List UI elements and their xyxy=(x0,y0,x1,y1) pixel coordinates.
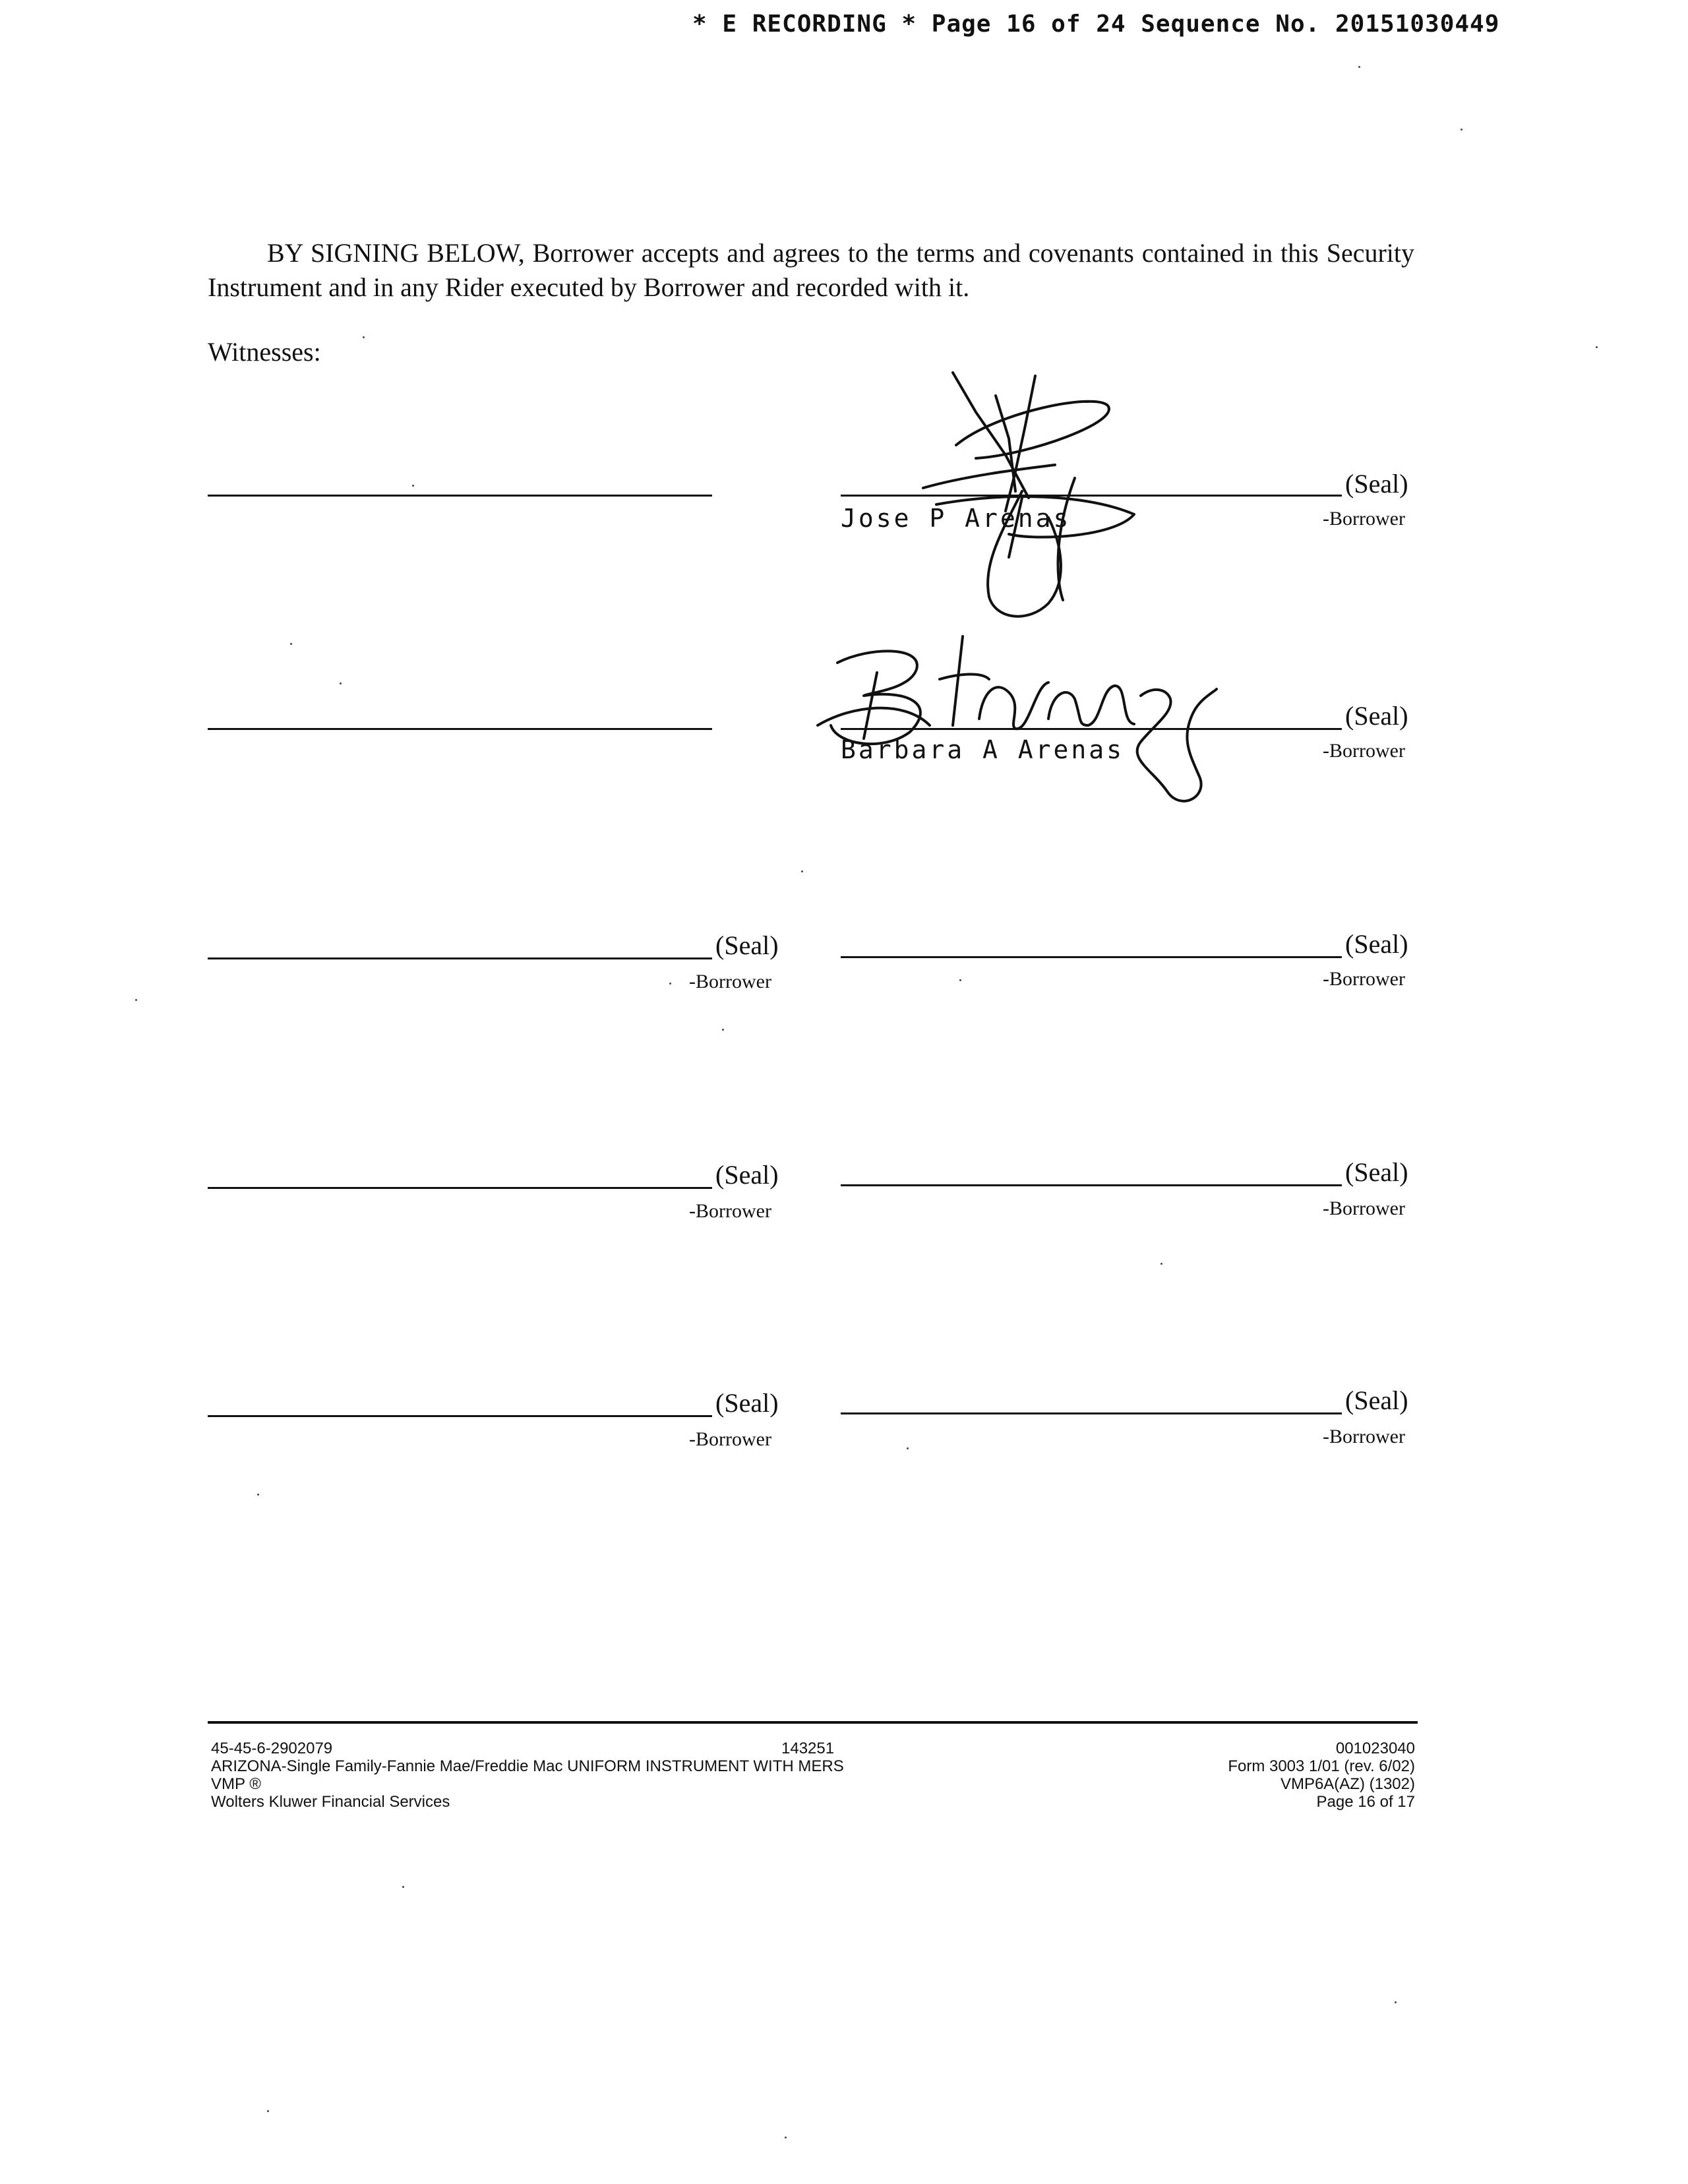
footer-vmp: VMP ® xyxy=(211,1775,261,1793)
footer-doc-number: 001023040 xyxy=(1335,1740,1415,1757)
footer-publisher: Wolters Kluwer Financial Services xyxy=(211,1793,450,1811)
borrower-3-signature-line xyxy=(208,957,712,959)
borrower-2-label: -Borrower xyxy=(1323,740,1405,762)
borrower-2-handwritten-signature xyxy=(811,626,1220,811)
scan-speck xyxy=(722,1029,724,1031)
borrower-1-handwritten-signature xyxy=(897,359,1160,630)
borrower-6-signature-line xyxy=(841,1184,1342,1186)
borrower-1-label: -Borrower xyxy=(1323,508,1405,530)
borrower-5-signature-line xyxy=(208,1187,712,1189)
borrower-6-label: -Borrower xyxy=(1323,1198,1405,1219)
footer-vmp-code: VMP6A(AZ) (1302) xyxy=(1280,1775,1415,1793)
borrower-7-label: -Borrower xyxy=(689,1428,771,1450)
witness-1-signature-line xyxy=(208,495,712,497)
borrower-4-signature-line xyxy=(841,956,1342,958)
footer-page: Page 16 of 17 xyxy=(1316,1793,1415,1811)
scan-speck xyxy=(290,643,292,645)
borrower-4-seal: (Seal) xyxy=(1345,929,1408,959)
footer-loan-number: 45-45-6-2902079 xyxy=(211,1740,333,1757)
footer-code: 143251 xyxy=(781,1740,835,1757)
scan-speck xyxy=(1160,1263,1162,1265)
borrower-5-label: -Borrower xyxy=(689,1200,771,1222)
scan-speck xyxy=(267,2110,269,2112)
signing-paragraph: BY SIGNING BELOW, Borrower accepts and agrees to the terms and covenants contained in this Security Instrument and in any Rider executed by Borrower and recorded with it. xyxy=(208,238,1414,302)
borrower-3-label: -Borrower xyxy=(689,971,771,992)
footer-form-title: ARIZONA-Single Family-Fannie Mae/Freddie Mac UNIFORM INSTRUMENT WITH MERS xyxy=(211,1757,844,1775)
witnesses-label: Witnesses: xyxy=(208,337,321,367)
borrower-2-seal: (Seal) xyxy=(1345,701,1408,731)
footer-rule xyxy=(208,1721,1418,1724)
borrower-8-seal: (Seal) xyxy=(1345,1385,1408,1415)
borrower-8-label: -Borrower xyxy=(1323,1426,1405,1447)
borrower-3-seal: (Seal) xyxy=(715,930,779,960)
borrower-6-seal: (Seal) xyxy=(1345,1157,1408,1187)
witness-2-signature-line xyxy=(208,728,712,730)
borrower-1-typed-name: Jose P Arenas xyxy=(841,504,1071,533)
scan-speck xyxy=(959,979,961,981)
scan-speck xyxy=(669,983,671,985)
borrower-2-typed-name: Barbara A Arenas xyxy=(841,735,1125,764)
scan-speck xyxy=(1358,66,1360,68)
scan-speck xyxy=(257,1494,259,1496)
scan-speck xyxy=(402,1886,404,1888)
borrower-4-label: -Borrower xyxy=(1323,968,1405,990)
borrower-1-seal: (Seal) xyxy=(1345,469,1408,499)
recording-stamp: * E RECORDING * Page 16 of 24 Sequence No. 20151030449 xyxy=(692,11,1500,38)
borrower-7-seal: (Seal) xyxy=(715,1388,779,1418)
scan-speck xyxy=(363,336,365,338)
scan-speck xyxy=(1596,346,1598,348)
borrower-8-signature-line xyxy=(841,1412,1342,1414)
borrower-7-signature-line xyxy=(208,1415,712,1417)
scan-speck xyxy=(340,682,342,684)
scan-speck xyxy=(412,485,414,487)
scan-speck xyxy=(1395,2001,1397,2003)
footer-form-number: Form 3003 1/01 (rev. 6/02) xyxy=(1228,1757,1415,1775)
scan-speck xyxy=(1461,129,1462,131)
scan-speck xyxy=(801,870,803,872)
scan-speck xyxy=(135,999,137,1001)
borrower-5-seal: (Seal) xyxy=(715,1160,779,1190)
scan-speck xyxy=(785,2137,787,2138)
scan-speck xyxy=(907,1447,909,1449)
